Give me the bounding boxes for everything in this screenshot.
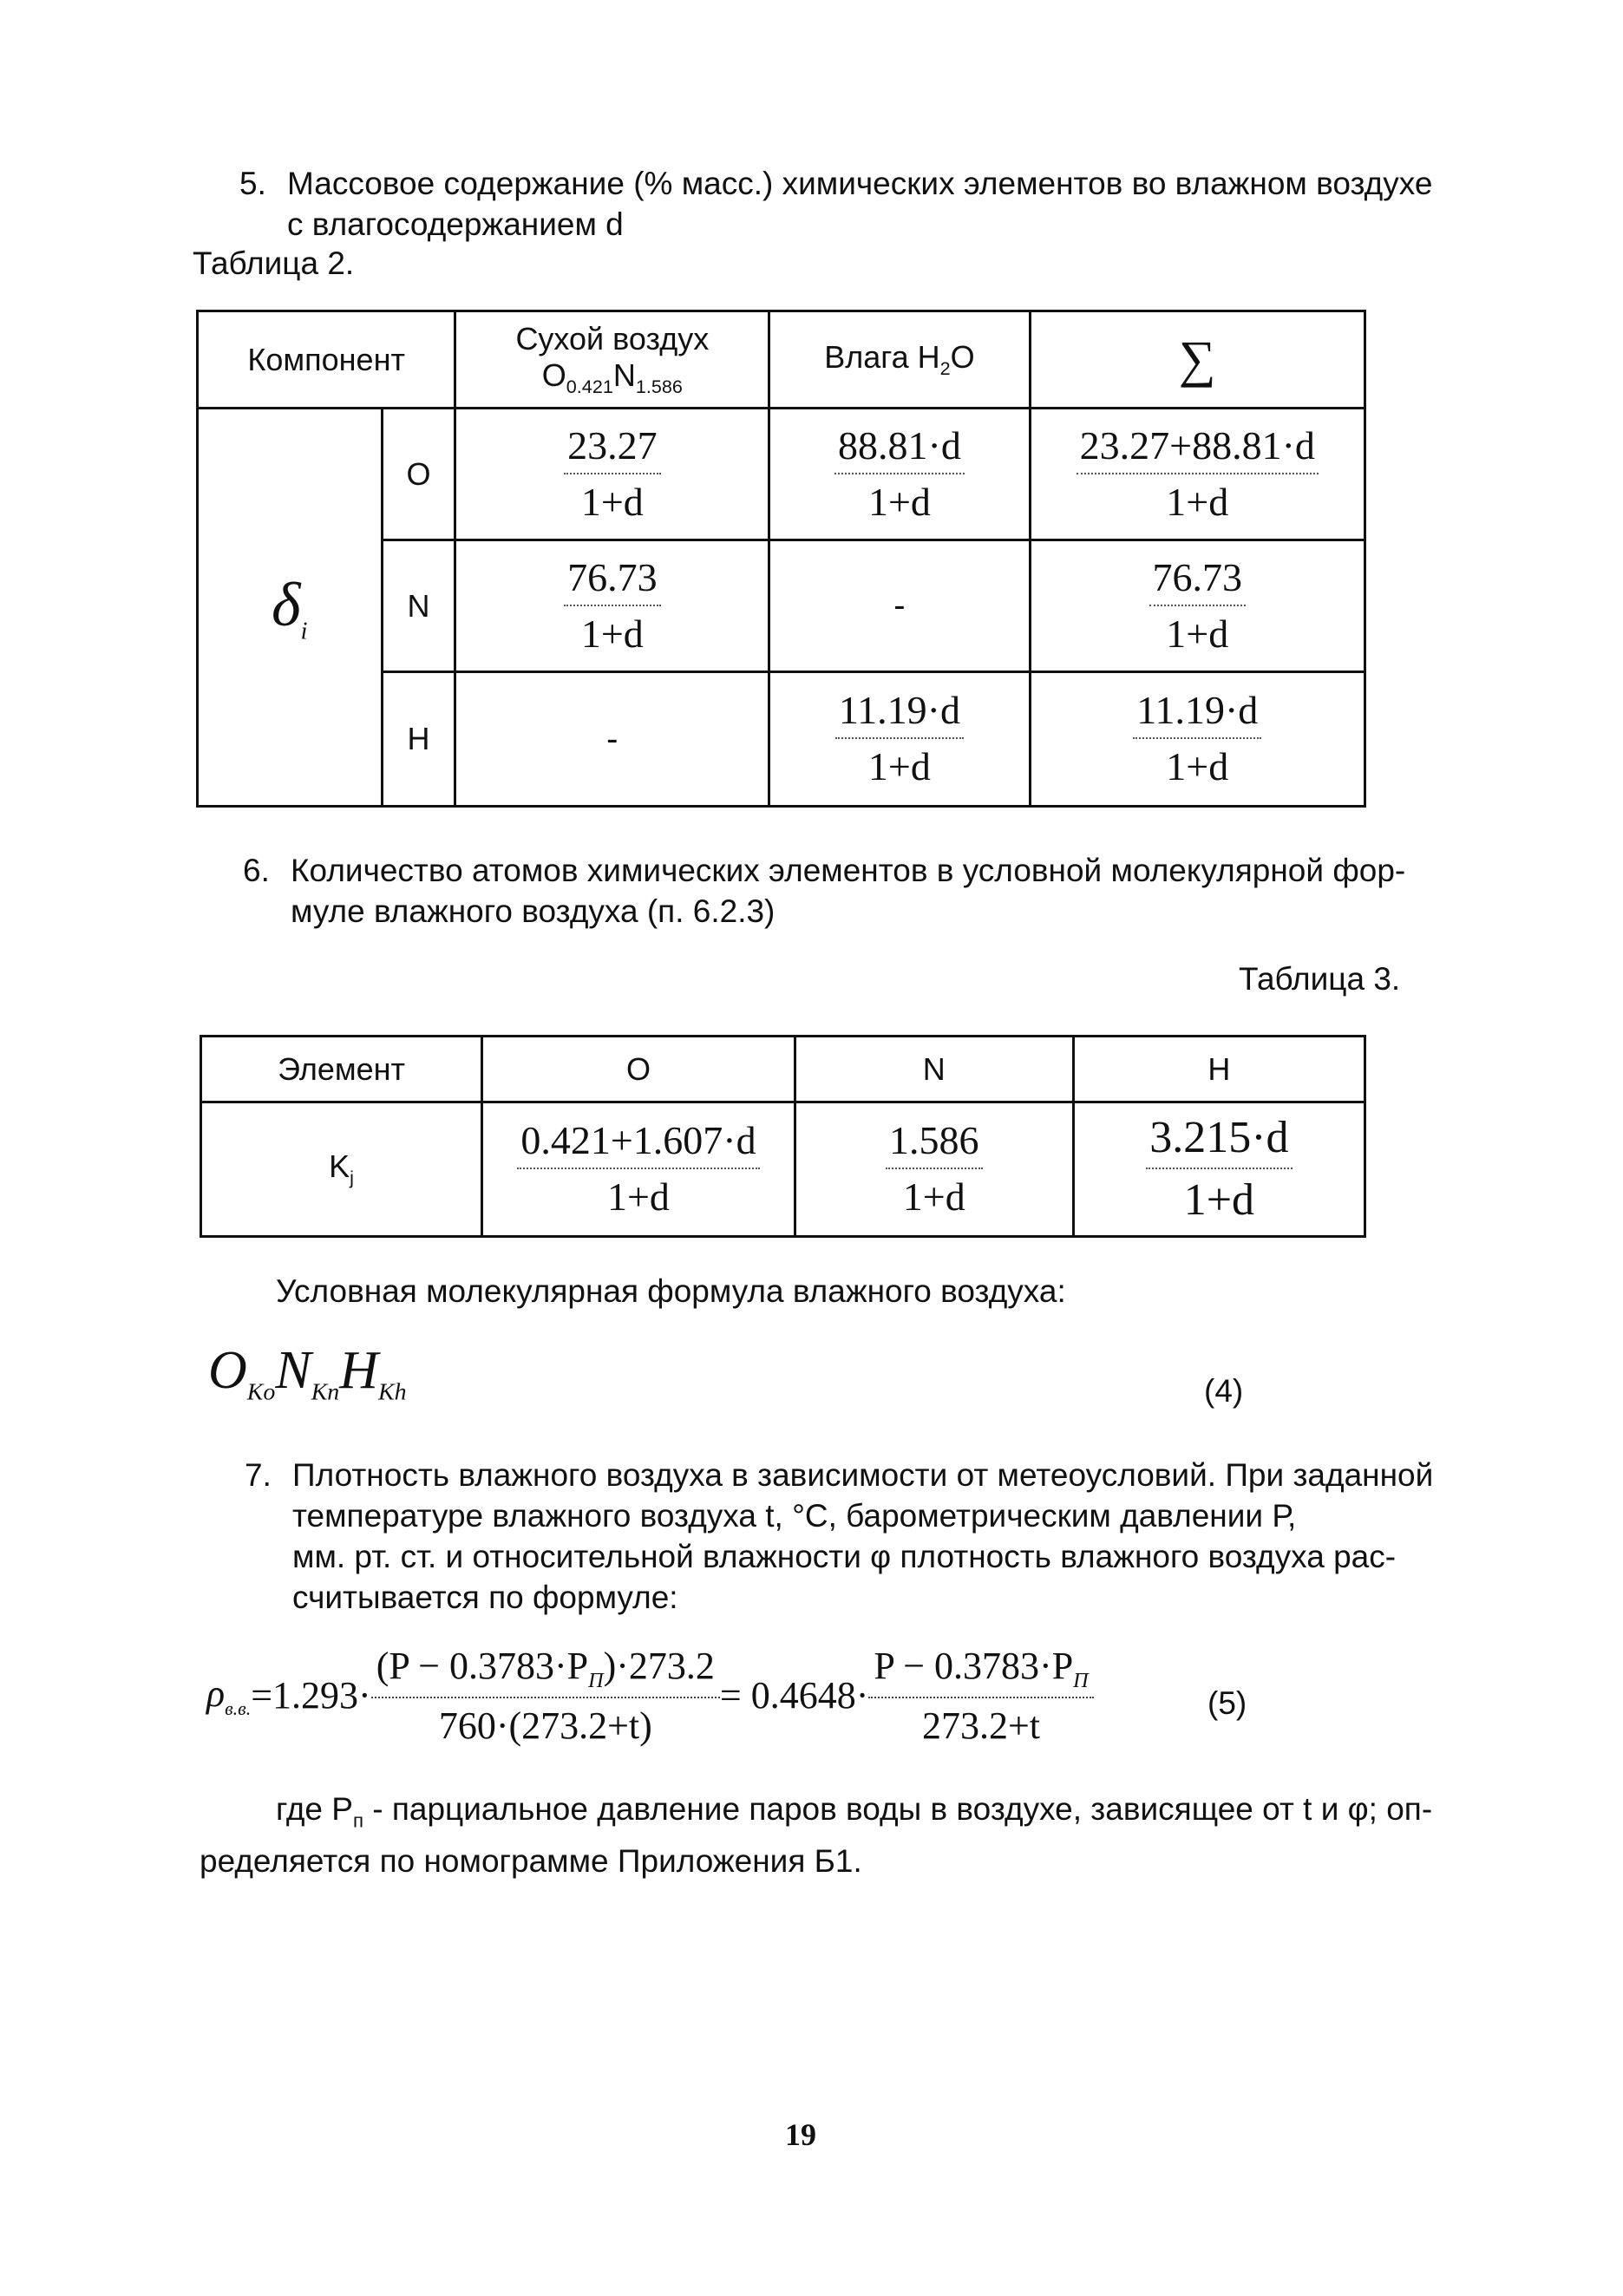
header-sum: ∑ — [1030, 311, 1364, 409]
formula-5: $\rho_{в.в.}=1.293\cdot$ $(P - 0.3783\cdot P_П)\cdot 273.2$ 760·(273.2+t) = 0.4648· $P - 0.3783\cdot P_П$ 273.2+t — [206, 1644, 1094, 1748]
fraction-2: $P - 0.3783\cdot P_П$ 273.2+t — [868, 1644, 1093, 1748]
table-3-caption: Таблица 3. — [1239, 961, 1401, 997]
table-2-header-row — [198, 311, 1365, 409]
cell-h-sum: $\frac{11.19\cdot d}{1+d}$ — [1030, 672, 1364, 807]
cell-o-moisture: $\frac{88.81\cdot d}{1+d}$ — [769, 409, 1030, 540]
section-7-line3: мм. рт. ст. и относительной влажности φ плотность влажного воздуха рас- — [292, 1539, 1397, 1574]
cell-k-o: $\frac{0.421+1.607\cdot d}{1+d}$ — [482, 1102, 795, 1237]
cell-o-sum: $\frac{23.27+88.81\cdot d}{1+d}$ — [1030, 409, 1364, 540]
cell-h-moisture: $\frac{11.19\cdot d}{1+d}$ — [769, 672, 1030, 807]
cell-o-dry: $\frac{23.27}{1+d}$ — [455, 409, 769, 540]
section-5-line1: Массовое содержание (% масс.) химических элементов во влажном воздухе — [287, 166, 1433, 201]
header-dry-air-label: Сухой воздух — [515, 320, 710, 357]
cell-n-dry: $\frac{76.73}{1+d}$ — [455, 540, 769, 672]
footnote-line2: ределяется по номограмме Приложения Б1. — [200, 1843, 862, 1880]
section-5-number: 5. — [239, 166, 266, 201]
fraction-1: $(P - 0.3783\cdot P_П)\cdot 273.2$ 760·(273.2+t) — [371, 1644, 720, 1748]
header-h: H — [1073, 1037, 1364, 1102]
header-moisture: Влага $H_2O$ — [769, 311, 1030, 409]
footnote: где $Р_п$ - парциальное давление паров воды в воздухе, зависящее от t и φ; оп- ределяется по номограмме Приложения Б1. — [200, 1791, 1433, 1880]
section-5-line2: с влагосодержанием d — [287, 206, 624, 242]
section-6-heading — [243, 850, 1457, 932]
formula-4-number: (4) — [1204, 1373, 1244, 1409]
k-label: $K_j$ — [201, 1102, 482, 1237]
formula-intro: Условная молекулярная формула влажного воздуха: — [276, 1273, 1066, 1309]
section-6-line1: Количество атомов химических элементов в условной молекулярной фор- — [291, 853, 1406, 888]
header-n: N — [795, 1037, 1073, 1102]
page-number: 19 — [785, 2117, 816, 2152]
element-h-label: H — [382, 672, 455, 807]
table-3 — [200, 1035, 1366, 1238]
section-5-heading — [239, 163, 1471, 245]
header-component: Компонент — [198, 311, 455, 409]
cell-k-h: $\frac{3.215\cdot d}{1+d}$ — [1073, 1102, 1364, 1237]
header-dry-air-formula: $O_{0.421}N_{1.586}$ — [541, 357, 683, 398]
section-7-line2: температуре влажного воздуха t, °С, барометрическим давлении Р, — [292, 1498, 1297, 1534]
section-7-line4: считывается по формуле: — [292, 1580, 678, 1615]
table-2 — [196, 310, 1366, 808]
table-3-header-row — [201, 1037, 1365, 1102]
section-6-line2: муле влажного воздуха (п. 6.2.3) — [291, 893, 776, 929]
section-7-number: 7. — [245, 1457, 272, 1493]
cell-k-n: $\frac{1.586}{1+d}$ — [795, 1102, 1073, 1237]
table-2-caption: Таблица 2. — [193, 245, 355, 281]
header-element: Элемент — [201, 1037, 482, 1102]
table-row — [198, 409, 1365, 540]
formula-4: $O_{Ko}N_{Kn}H_{Kh}$ — [208, 1341, 407, 1406]
section-7-line1: Плотность влажного воздуха в зависимости от метеоусловий. При заданной — [292, 1457, 1434, 1493]
delta-symbol: $\delta_i$ — [198, 409, 383, 807]
element-o-label: O — [382, 409, 455, 540]
table-row — [201, 1102, 1365, 1237]
header-dry-air — [455, 311, 769, 409]
section-7-heading — [245, 1455, 1485, 1618]
cell-n-sum: $\frac{76.73}{1+d}$ — [1030, 540, 1364, 672]
header-o: O — [482, 1037, 795, 1102]
cell-n-moisture: - — [769, 540, 1030, 672]
rho-symbol: $\rho_{в.в.}$ — [206, 1672, 252, 1719]
element-n-label: N — [382, 540, 455, 672]
formula-5-number: (5) — [1207, 1685, 1247, 1721]
section-6-number: 6. — [243, 853, 270, 888]
cell-h-dry: - — [455, 672, 769, 807]
